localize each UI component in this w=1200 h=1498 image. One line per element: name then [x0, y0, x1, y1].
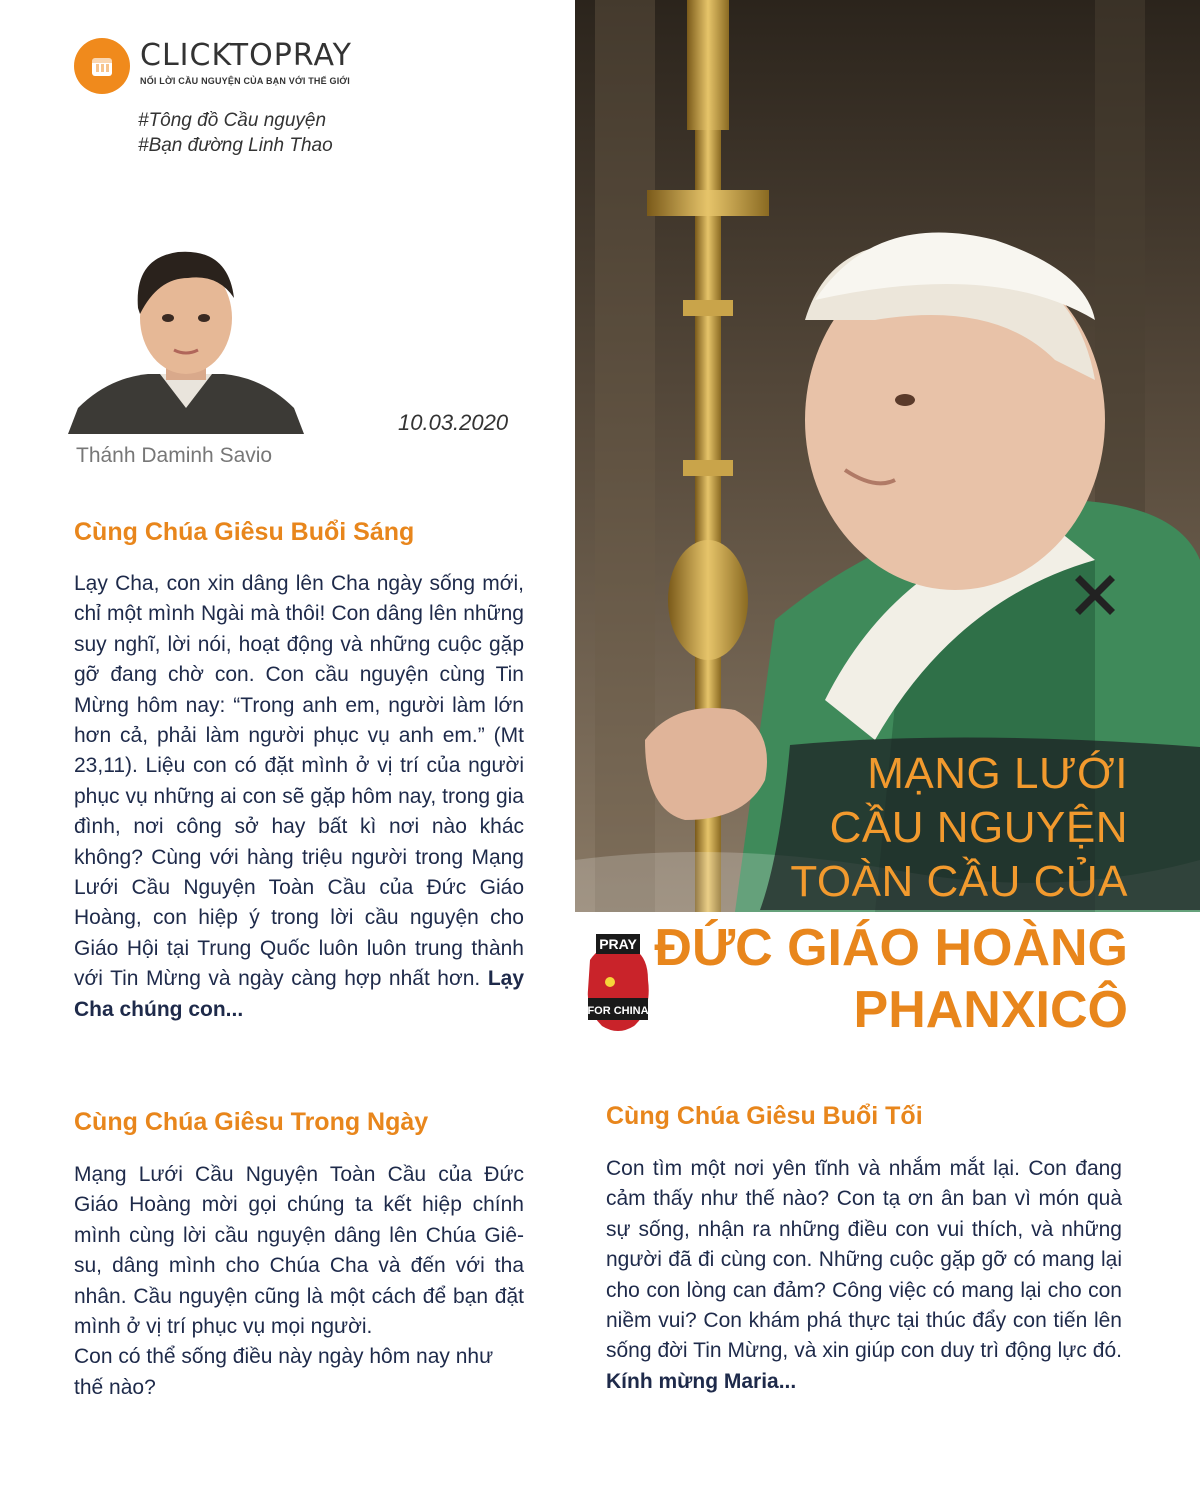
pray-for-china-badge	[582, 930, 654, 1040]
portrait-caption: Thánh Daminh Savio	[76, 444, 273, 467]
day-question: Con có thể sống điều này ngày hôm nay như thế nào?	[74, 1345, 494, 1399]
saint-portrait	[68, 238, 304, 434]
hashtag-spiritual-exercises: #Bạn đường Linh Thao	[138, 135, 333, 156]
day-text	[74, 1160, 524, 1403]
headline-line-1: MẠNG LƯỚI	[867, 749, 1128, 798]
badge-pray-text: PRAY	[599, 936, 637, 952]
badge-china-text: FOR CHINA	[587, 1005, 649, 1017]
clicktopray-logo	[74, 38, 130, 94]
evening-body: Con tìm một nơi yên tĩnh và nhắm mắt lại. Con đang cảm thấy như thế nào? Con tạ ơn ân ban vì món quà sự sống, nhận ra những điều con vui thích, và những người đã đi cùng con. Những cuộc gặp gỡ có mang lại cho con lòng can đảm? Công việc có mang lại cho con niềm vui? Con khám phá thực tại thúc đẩy con tiến lên sống đời Tin Mừng, và xin giúp con duy trì động lực đó.	[606, 1157, 1122, 1363]
headline-line-4: ĐỨC GIÁO HOÀNG	[654, 919, 1128, 977]
brand-name: CLICKTOPRAY	[140, 38, 352, 73]
date: 10.03.2020	[398, 410, 509, 435]
headline-line-5: PHANXICÔ	[853, 981, 1128, 1039]
evening-title: Cùng Chúa Giêsu Buổi Tối	[606, 1102, 923, 1130]
hashtag-apostleship: #Tông đồ Cầu nguyện	[138, 110, 327, 131]
day-title: Cùng Chúa Giêsu Trong Ngày	[74, 1108, 429, 1136]
evening-closing: Kính mừng Maria...	[606, 1369, 797, 1393]
brand-tagline: NỐI LỜI CẦU NGUYỆN CỦA BẠN VỚI THẾ GIỚI	[140, 76, 351, 86]
morning-body: Lạy Cha, con xin dâng lên Cha ngày sống mới, chỉ một mình Ngài mà thôi! Con dâng lên những suy nghĩ, lời nói, hoạt động và những cuộc gặp gỡ đang chờ con. Con cầu nguyện cùng Tin Mừng hôm nay: “Trong anh em, người làm lớn hơn cả, phải làm người phục vụ anh em.” (Mt 23,11). Liệu con có đặt mình ở vị trí của người phục vụ những ai con sẽ gặp hôm nay, trong gia đình, nơi công sở hay bất kì nơi nào khác không? Cùng với hàng triệu người trong Mạng Lưới Cầu Nguyện Toàn Cầu của Đức Giáo Hoàng, con hiệp ý trong lời cầu nguyện cho Giáo Hội tại Trung Quốc luôn luôn trung thành với Tin Mừng và ngày càng hợp nhất hơn.	[74, 572, 524, 991]
morning-text	[74, 569, 524, 1025]
morning-closing: Lạy Cha chúng con...	[74, 967, 524, 1021]
praying-hand-icon	[88, 52, 116, 80]
day-body: Mạng Lưới Cầu Nguyện Toàn Cầu của Đức Giáo Hoàng mời gọi chúng ta kết hiệp chính mình cùng lời cầu nguyện dâng lên Chúa Giê-su, dâng mình cho Chúa Cha và đến với tha nhân. Cầu nguyện cũng là một cách để bạn đặt mình ở vị trí phục vụ mọi người.	[74, 1163, 524, 1339]
evening-text	[606, 1154, 1122, 1397]
headline-line-3: TOÀN CẦU CỦA	[790, 857, 1128, 906]
headline-line-2: CẦU NGUYỆN	[829, 803, 1128, 852]
morning-title: Cùng Chúa Giêsu Buổi Sáng	[74, 518, 415, 546]
